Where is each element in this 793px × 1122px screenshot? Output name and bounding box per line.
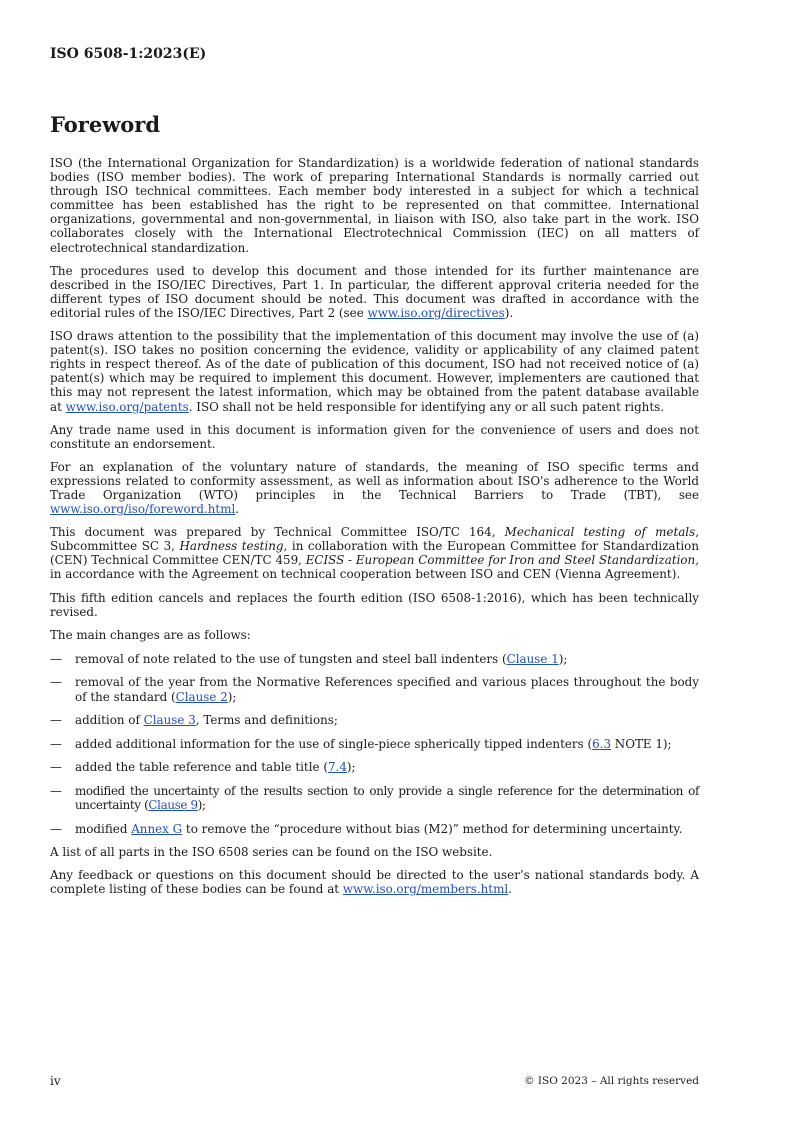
clause-1-link[interactable]: Clause 1 (506, 651, 559, 666)
list-item (50, 713, 699, 727)
cen-committee-title: ECISS - European Committee for Iron and Steel Standardization, (305, 553, 699, 568)
list-item-text: to remove the “procedure without bias (M2)” method for determining uncertainty. (182, 821, 683, 836)
list-item-text: , Terms and definitions; (195, 713, 338, 728)
foreword-link[interactable]: www.iso.org/iso/foreword.html (50, 502, 236, 517)
list-item-text: modified the uncertainty of the results section to only provide a single reference for the determination of uncertainty ( (75, 783, 699, 812)
paragraph-series-list: A list of all parts in the ISO 6508 series can be found on the ISO website. (50, 845, 493, 860)
list-item (50, 760, 699, 774)
committee-title: Mechanical testing of metals (504, 525, 696, 540)
copyright-notice: © ISO 2023 – All rights reserved (524, 1075, 699, 1087)
list-item (50, 737, 699, 751)
paragraph-feedback (50, 868, 699, 896)
dash-marker: — (50, 783, 62, 798)
foreword-body (50, 156, 699, 905)
dash-marker: — (50, 675, 62, 690)
paragraph-text: For an explanation of the voluntary nature of standards, the meaning of ISO specific terms and expressions related to conformity assessment, as well as information about ISO's adherence to the World Trade Organization (WTO) principles in the Technical Barriers to Trade (TBT), see (50, 459, 699, 502)
page-title: Foreword (50, 112, 161, 137)
paragraph-text: in accordance with the Agreement on technical cooperation between ISO and CEN (Vienna Agreement). (50, 567, 681, 582)
dash-marker: — (50, 760, 62, 775)
page-number: iv (50, 1074, 61, 1088)
list-item (50, 822, 699, 836)
section-7-4-link[interactable]: 7.4 (327, 760, 347, 775)
list-item-text: ); (558, 651, 568, 666)
paragraph-iso-intro: ISO (the International Organization for Standardization) is a worldwide federation of national standards bodies (ISO member bodies). The work of preparing International Standards is normally carried out through ISO technical committees. Each member body interested in a subject for which a technical committee has been established has the right to be represented on that committee. International organizations, governmental and non-governmental, in liaison with ISO, also take part in the work. ISO collaborates closely with the International Electrotechnical Commission (IEC) on all matters of electrotechnical standardization. (50, 156, 699, 255)
changes-list (50, 652, 699, 836)
paragraph-text: This document was prepared by Technical Committee ISO/TC 164, (50, 525, 505, 540)
annex-g-link[interactable]: Annex G (131, 821, 183, 836)
patents-link[interactable]: www.iso.org/patents (65, 399, 189, 414)
list-item-text: ); (227, 689, 237, 704)
paragraph-text: , in collaboration with the European Committee for Standardization (CEN) Technical Committee CEN/TC 459, (50, 539, 699, 568)
dash-marker: — (50, 651, 62, 666)
list-item-text: ); (197, 797, 206, 812)
clause-2-link[interactable]: Clause 2 (175, 689, 228, 704)
document-id-header: ISO 6508-1:2023(E) (50, 46, 207, 62)
list-item-text: removal of note related to the use of tungsten and steel ball indenters ( (75, 651, 507, 666)
subcommittee-title: Hardness testing (179, 539, 284, 554)
clause-9-link[interactable]: Clause 9 (148, 797, 198, 812)
paragraph-text: . (235, 502, 240, 517)
directives-link[interactable]: www.iso.org/directives (367, 305, 505, 320)
list-item-text: ); (346, 760, 356, 775)
list-item-text: added additional information for the use of single-piece spherically tipped indenters ( (75, 736, 593, 751)
paragraph-voluntary-nature (50, 460, 699, 516)
list-item-text: modified (75, 821, 132, 836)
paragraph-edition: This fifth edition cancels and replaces the fourth edition (ISO 6508-1:2016), which has been technically revised. (50, 590, 699, 619)
list-item-text: added the table reference and table title ( (75, 760, 328, 775)
members-link[interactable]: www.iso.org/members.html (342, 882, 509, 897)
dash-marker: — (50, 736, 62, 751)
dash-marker: — (50, 713, 62, 728)
paragraph-text: . ISO shall not be held responsible for identifying any or all such patent rights. (188, 399, 664, 414)
dash-marker: — (50, 821, 62, 836)
paragraph-text: The procedures used to develop this document and those intended for its further maintenance are described in the ISO/IEC Directives, Part 1. In particular, the different approval criteria needed for the different types of ISO document should be noted. This document was drafted in accordance with the editorial rules of the ISO/IEC Directives, Part 2 (see (50, 263, 699, 320)
list-item (50, 675, 699, 703)
paragraph-text: . (508, 882, 512, 897)
list-item (50, 784, 699, 812)
paragraph-trade-name: Any trade name used in this document is information given for the convenience of users and does not constitute an endorsement. (50, 422, 699, 451)
list-item-text: addition of (75, 713, 144, 728)
paragraph-text: , Subcommittee SC 3, (50, 525, 699, 554)
paragraph-text: Any feedback or questions on this document should be directed to the user’s national standards body. A complete listing of these bodies can be found at (50, 868, 699, 897)
clause-3-link[interactable]: Clause 3 (143, 713, 196, 728)
paragraph-text: ). (504, 305, 514, 320)
paragraph-procedures (50, 264, 699, 320)
paragraph-text: ISO draws attention to the possibility that the implementation of this document may involve the use of (a) patent(s). ISO takes no position concerning the evidence, validity or applicability of any claimed patent rights in respect thereof. As of the date of publication of this document, ISO had not received notice of (a) patent(s) which may be required to implement this document. However, implementers are cautioned that this may not represent the latest information, which may be obtained from the patent database available at (50, 329, 699, 414)
paragraph-prepared-by (50, 525, 699, 581)
section-6-3-link[interactable]: 6.3 (592, 736, 612, 751)
list-item-text: removal of the year from the Normative References specified and various places throughout the body of the standard ( (75, 675, 699, 704)
paragraph-main-changes: The main changes are as follows: (50, 627, 251, 642)
list-item-text: NOTE 1); (611, 736, 672, 751)
list-item (50, 652, 699, 666)
paragraph-patents (50, 329, 699, 414)
